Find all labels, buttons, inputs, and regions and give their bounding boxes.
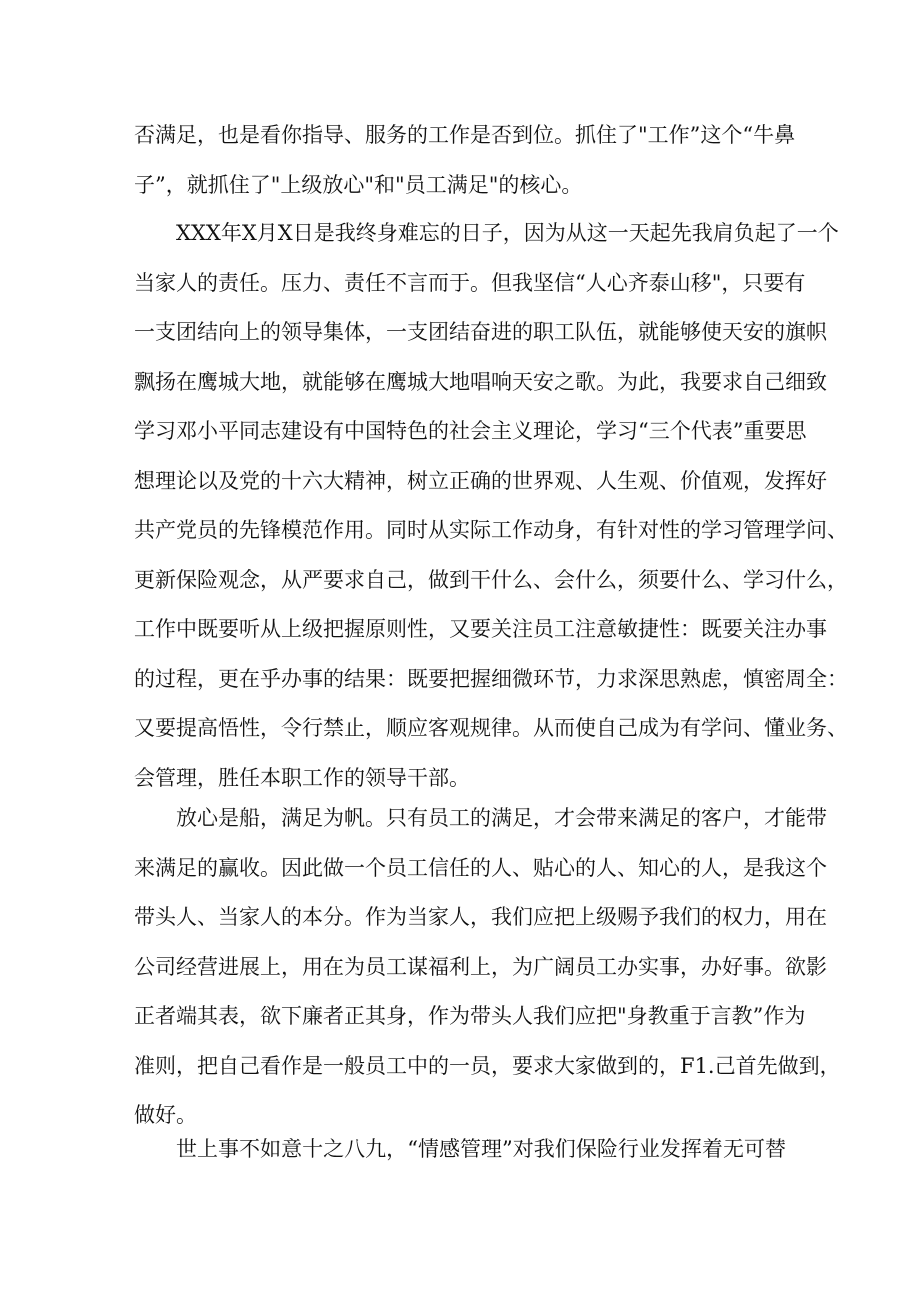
text-line: 飘扬在鹰城大地，就能够在鹰城大地唱响天安之歌。为此，我要求自己细致 xyxy=(134,369,827,394)
text-line: 一支团结向上的领导集体，一支团结奋进的职工队伍，就能够使天安的旗帜 xyxy=(134,320,827,344)
paragraph xyxy=(134,209,848,803)
text-line: 否满足，也是看你指导、服务的工作是否到位。抓住了"工作”这个“牛鼻 xyxy=(134,123,796,147)
text-line: 学习邓小平同志建设有中国特色的社会主义理论，学习“三个代表”重要思 xyxy=(134,419,807,443)
text-line: 来满足的赢收。因此做一个员工信任的人、贴心的人、知心的人，是我这个 xyxy=(134,855,827,880)
text-line: 放心是船，满足为帆。只有员工的满足，才会带来满足的客户，才能带 xyxy=(176,806,827,830)
text-line: 准则，把自己看作是一般员工中的一员，要求大家做到的，F1.己首先做到， xyxy=(134,1053,841,1078)
text-line: XXX年X月X日是我终身难忘的日子，因为从这一天起先我肩负起了一个 xyxy=(176,221,839,245)
text-line: 想理论以及党的十六大精神，树立正确的世界观、人生观、价值观，发挥好 xyxy=(134,468,827,493)
text-line: 子”，就抓住了"上级放心"和"员工满足"的核心。 xyxy=(134,172,583,197)
text-line: 工作中既要听从上级把握原则性，又要关注员工注意敏捷性：既要关注办事 xyxy=(134,617,827,641)
text-line: 带头人、当家人的本分。作为当家人，我们应把上级赐予我们的权力，用在 xyxy=(134,905,827,929)
text-line: 共产党员的先锋模范作用。同时从实际工作动身，有针对性的学习管理学问、 xyxy=(134,518,848,542)
text-line: 做好。 xyxy=(134,1103,197,1127)
paragraph xyxy=(134,111,796,210)
text-line: 又要提高悟性，令行禁止，顺应客观规律。从而使自己成为有学问、懂业务、 xyxy=(134,716,848,740)
text-line: 的过程，更在乎办事的结果：既要把握细微环节，力求深思熟虑，慎密周全： xyxy=(134,666,848,691)
text-line: 世上事不如意十之八九，“情感管理”对我们保险行业发挥着无可替 xyxy=(176,1137,786,1161)
paragraph xyxy=(134,794,841,1141)
paragraph xyxy=(134,1125,786,1175)
text-line: 会管理，胜任本职工作的领导干部。 xyxy=(134,765,470,790)
text-line: 公司经营进展上，用在为员工谋福利上，为广阔员工办实事，办好事。欲影 xyxy=(134,954,827,979)
text-line: 当家人的责任。压力、责任不言而于。但我坚信“人心齐泰山移"，只要有 xyxy=(134,270,806,295)
text-line: 正者端其表，欲下廉者正其身，作为带头人我们应把"身教重于言教”作为 xyxy=(134,1004,806,1028)
text-line: 更新保险观念，从严要求自己，做到干什么、会什么，须要什么、学习什么， xyxy=(134,567,848,592)
